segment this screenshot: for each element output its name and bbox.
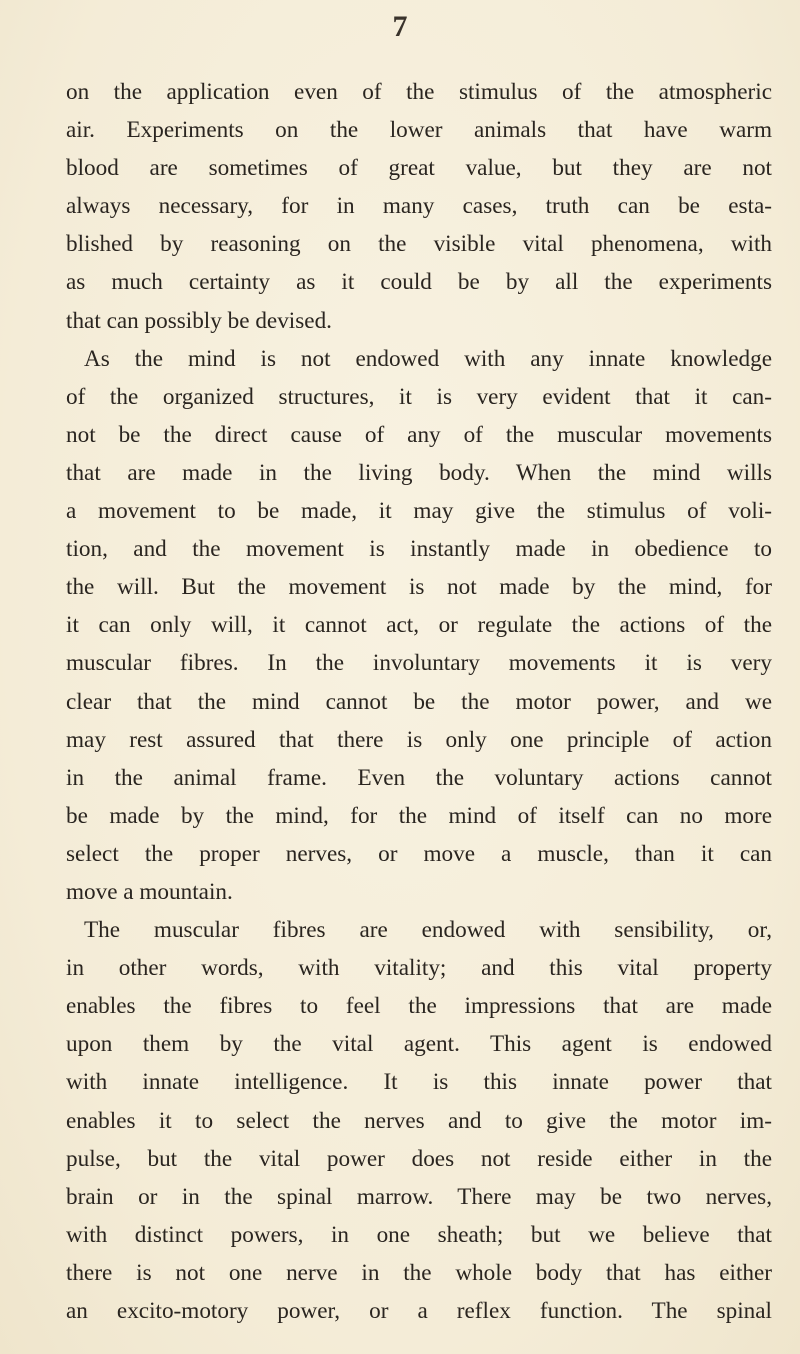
text-line: that can possibly be devised.	[66, 307, 332, 334]
text-line: in other words, with vitality; and this vital property	[66, 955, 772, 982]
text-line: in the animal frame. Even the voluntary actions cannot	[66, 764, 772, 791]
text-line: with distinct powers, in one sheath; but we believe that	[66, 1221, 772, 1248]
text-line: a movement to be made, it may give the stimulus of voli-	[66, 498, 772, 525]
text-line: always necessary, for in many cases, truth can be esta-	[66, 193, 772, 220]
text-line: as much certainty as it could be by all the experiments	[66, 269, 772, 296]
text-line: select the proper nerves, or move a muscle, than it can	[66, 840, 772, 867]
text-line: upon them by the vital agent. This agent is endowed	[66, 1031, 772, 1058]
text-line: move a mountain.	[66, 878, 233, 905]
text-line: muscular fibres. In the involuntary movements it is very	[66, 650, 772, 677]
text-line: pulse, but the vital power does not reside either in the	[66, 1145, 772, 1172]
text-line: clear that the mind cannot be the motor power, and we	[66, 688, 772, 715]
body-text	[66, 73, 772, 1330]
text-line: it can only will, it cannot act, or regulate the actions of the	[66, 612, 772, 639]
page-number: 7	[392, 10, 408, 43]
text-line: that are made in the living body. When the mind wills	[66, 459, 772, 486]
text-line: on the application even of the stimulus of the atmospheric	[66, 79, 772, 105]
text-line: be made by the mind, for the mind of itself can no more	[66, 802, 772, 829]
text-line: air. Experiments on the lower animals that have warm	[66, 117, 772, 144]
text-line: tion, and the movement is instantly made in obedience to	[66, 536, 772, 563]
text-line: enables the fibres to feel the impressions that are made	[66, 993, 772, 1020]
text-line: there is not one nerve in the whole body that has either	[66, 1259, 772, 1286]
text-line: blished by reasoning on the visible vital phenomena, with	[66, 231, 772, 258]
text-line: an excito-motory power, or a reflex function. The spinal	[66, 1298, 772, 1324]
text-line: with innate intelligence. It is this innate power that	[66, 1069, 772, 1096]
paragraph-start-line: As the mind is not endowed with any innate knowledge	[84, 345, 772, 372]
paragraph-start-line: The muscular fibres are endowed with sensibility, or,	[84, 917, 772, 944]
text-line: enables it to select the nerves and to give the motor im-	[66, 1107, 772, 1134]
text-line: may rest assured that there is only one principle of action	[66, 726, 772, 753]
text-line: not be the direct cause of any of the muscular movements	[66, 421, 772, 448]
text-line: of the organized structures, it is very evident that it can-	[66, 383, 772, 410]
text-line: blood are sometimes of great value, but they are not	[66, 155, 772, 182]
text-line: the will. But the movement is not made by the mind, for	[66, 574, 772, 601]
text-line: brain or in the spinal marrow. There may be two nerves,	[66, 1183, 772, 1210]
